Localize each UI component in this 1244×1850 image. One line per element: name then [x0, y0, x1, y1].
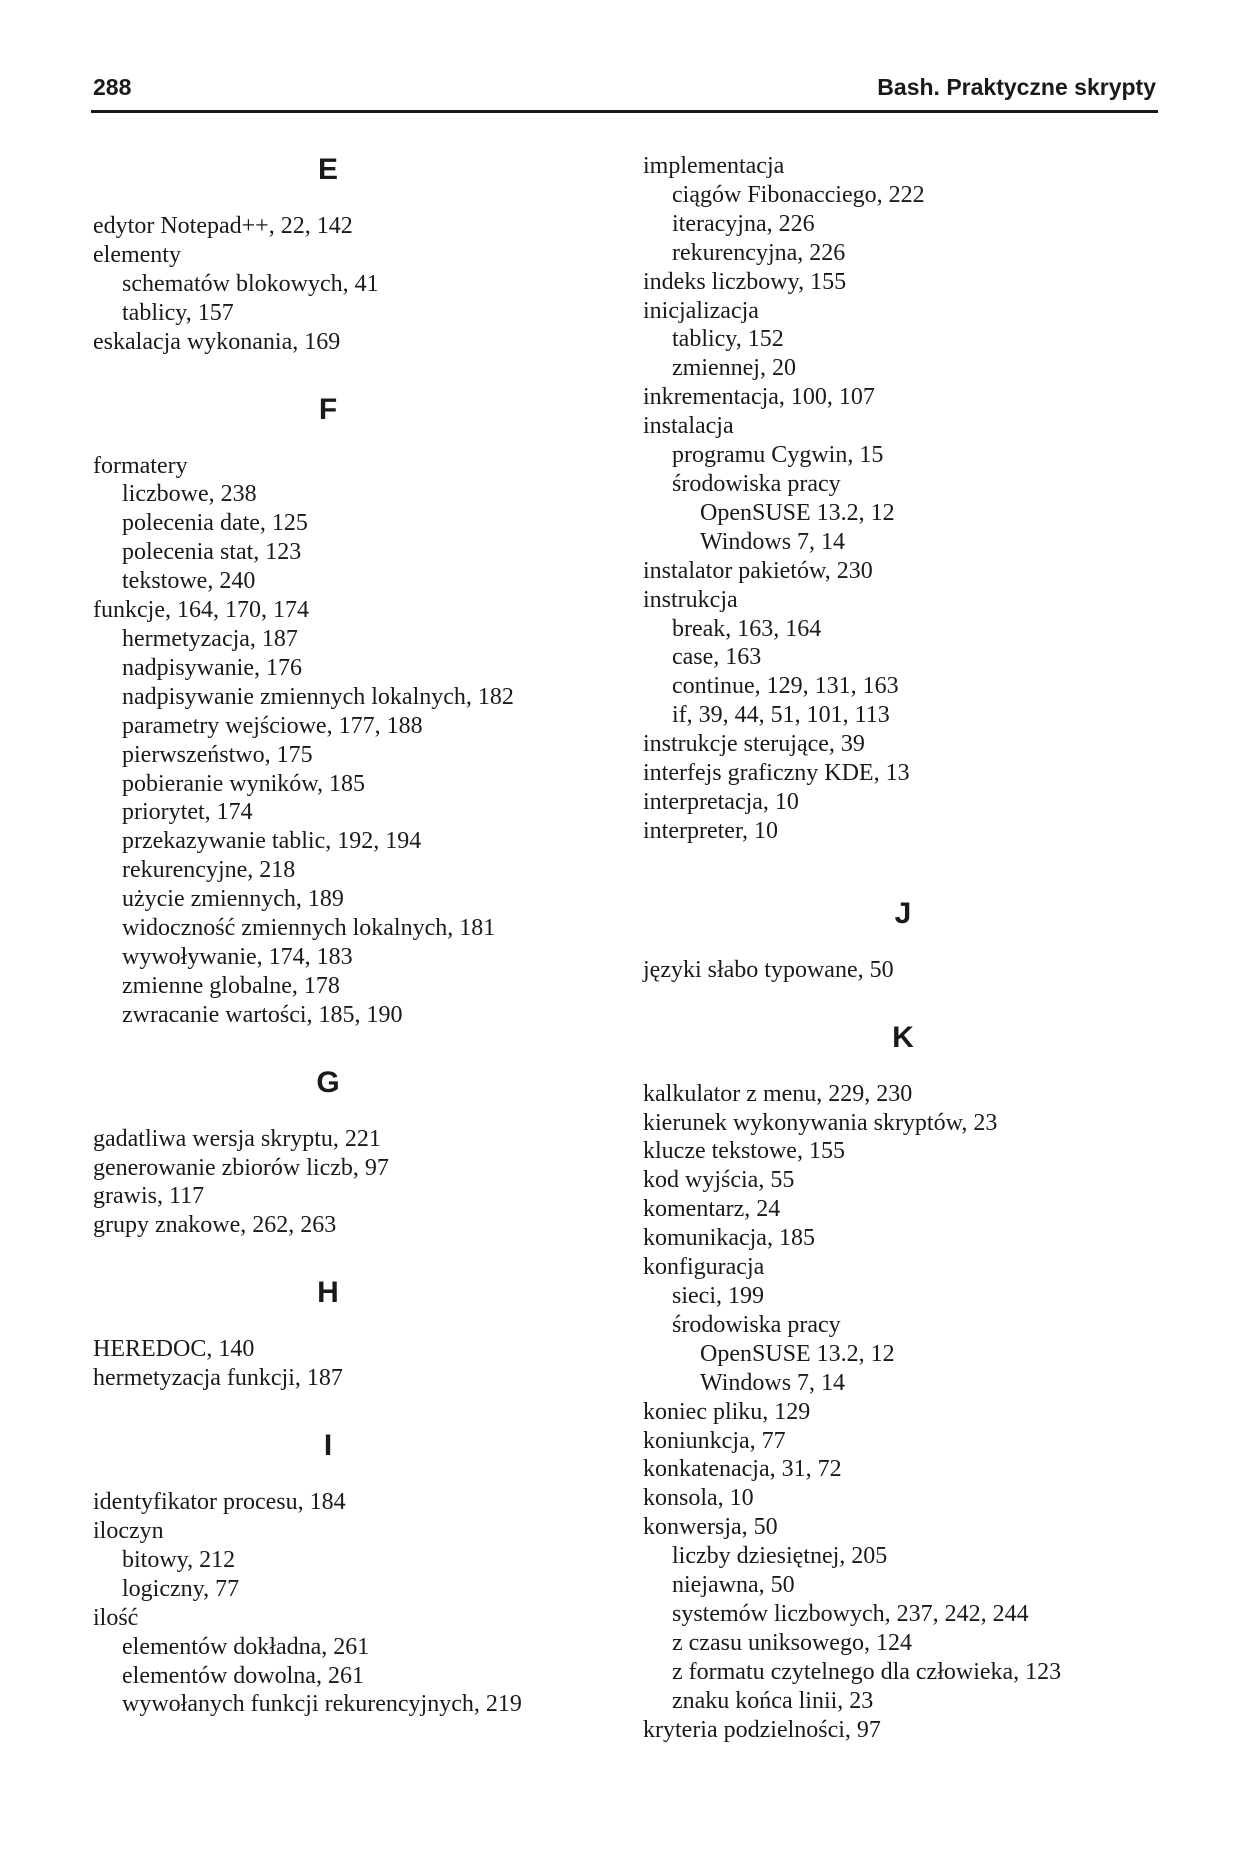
letter-heading: K — [892, 1020, 914, 1054]
index-subentry: sieci, 199 — [672, 1283, 764, 1309]
index-entry: eskalacja wykonania, 169 — [93, 328, 341, 355]
index-subentry: parametry wejściowe, 177, 188 — [122, 712, 423, 739]
index-entry: komunikacja, 185 — [643, 1225, 815, 1252]
index-subentry: ciągów Fibonacciego, 222 — [672, 181, 925, 208]
index-entry: kod wyjścia, 55 — [643, 1167, 795, 1194]
section-spacer — [93, 1030, 563, 1065]
index-entry: identyfikator procesu, 184 — [93, 1489, 346, 1516]
index-entry: języki słabo typowane, 50 — [643, 956, 894, 983]
index-subentry: przekazywanie tablic, 192, 194 — [122, 828, 422, 855]
section-spacer — [643, 1056, 1163, 1080]
index-subentry: użycie zmiennych, 189 — [122, 886, 344, 913]
index-entry: hermetyzacja funkcji, 187 — [93, 1365, 343, 1392]
index-entry: HEREDOC, 140 — [93, 1336, 255, 1363]
index-entry: konfiguracja — [643, 1254, 765, 1281]
index-subentry: niejawna, 50 — [672, 1572, 795, 1599]
letter-heading: E — [317, 153, 338, 186]
index-entry: elementy — [93, 241, 181, 268]
index-subentry: wywoływanie, 174, 183 — [122, 943, 353, 970]
index-entry: konsola, 10 — [643, 1485, 754, 1512]
index-entry: implementacja — [643, 153, 785, 179]
section-spacer — [93, 1240, 563, 1275]
section-spacer — [93, 428, 563, 452]
page-number: 288 — [93, 74, 132, 100]
index-subentry: iteracyjna, 226 — [672, 210, 815, 237]
section-spacer — [643, 846, 1163, 896]
index-entry: grupy znakowe, 262, 263 — [93, 1212, 337, 1239]
index-subentry: Windows 7, 14 — [700, 1369, 846, 1396]
letter-heading: H — [317, 1276, 339, 1310]
index-subentry: logiczny, 77 — [122, 1575, 240, 1602]
index-entry: ilość — [93, 1604, 139, 1631]
index-subentry: wywołanych funkcji rekurencyjnych, 219 — [122, 1691, 522, 1718]
index-entry: klucze tekstowe, 155 — [643, 1138, 845, 1165]
index-subentry: z formatu czytelnego dla człowieka, 123 — [672, 1658, 1062, 1685]
index-subentry: schematów blokowych, 41 — [122, 270, 379, 297]
index-entry: konwersja, 50 — [643, 1514, 778, 1541]
section-spacer — [93, 1101, 563, 1125]
section-spacer — [643, 985, 1163, 1020]
section-spacer — [93, 188, 563, 212]
running-header — [91, 70, 1158, 113]
index-subentry: liczby dziesiętnej, 205 — [672, 1543, 888, 1570]
index-subentry: tekstowe, 240 — [122, 568, 256, 595]
index-subentry: OpenSUSE 13.2, 12 — [700, 1340, 895, 1367]
index-subentry: nadpisywanie zmiennych lokalnych, 182 — [122, 683, 514, 710]
index-entry: indeks liczbowy, 155 — [643, 268, 847, 295]
index-subentry: nadpisywanie, 176 — [122, 654, 302, 681]
index-entry: instalator pakietów, 230 — [643, 557, 873, 584]
index-entry: kryteria podzielności, 97 — [643, 1716, 881, 1743]
index-subentry: pobieranie wyników, 185 — [122, 770, 366, 797]
index-entry: interfejs graficzny KDE, 13 — [643, 760, 910, 787]
index-subentry: pierwszeństwo, 175 — [122, 741, 313, 768]
index-entry: edytor Notepad++, 22, 142 — [93, 213, 353, 239]
section-spacer — [93, 1464, 563, 1488]
index-subentry: widoczność zmiennych lokalnych, 181 — [122, 915, 496, 942]
index-entry: instrukcje sterujące, 39 — [643, 731, 865, 758]
index-subentry: liczbowe, 238 — [122, 481, 257, 508]
letter-heading: F — [318, 392, 338, 426]
index-subentry: środowiska pracy — [672, 1311, 841, 1338]
index-entry: instrukcja — [643, 586, 738, 613]
index-entry: koniunkcja, 77 — [643, 1427, 786, 1454]
index-subentry: systemów liczbowych, 237, 242, 244 — [672, 1600, 1029, 1627]
index-entry: generowanie zbiorów liczb, 97 — [93, 1154, 389, 1181]
index-subentry: break, 163, 164 — [672, 615, 822, 642]
index-subentry: OpenSUSE 13.2, 12 — [700, 499, 895, 526]
index-entry: formatery — [93, 452, 188, 479]
index-subentry: polecenia stat, 123 — [122, 539, 302, 566]
index-entry: instalacja — [643, 413, 734, 440]
section-spacer — [93, 1311, 563, 1335]
index-column-left — [93, 152, 563, 1719]
index-subentry: zmiennej, 20 — [672, 355, 796, 382]
index-subentry: znaku końca linii, 23 — [672, 1687, 874, 1714]
index-subentry: elementów dowolna, 261 — [122, 1662, 364, 1689]
index-subentry: programu Cygwin, 15 — [672, 442, 884, 469]
index-entry: inicjalizacja — [643, 297, 759, 324]
index-entry: grawis, 117 — [93, 1183, 205, 1210]
section-spacer — [643, 932, 1163, 956]
index-entry: koniec pliku, 129 — [643, 1398, 811, 1425]
index-subentry: zwracanie wartości, 185, 190 — [122, 1001, 403, 1028]
index-subentry: Windows 7, 14 — [700, 528, 846, 555]
letter-heading: J — [894, 896, 912, 930]
index-entry: konkatenacja, 31, 72 — [643, 1456, 842, 1483]
index-subentry: środowiska pracy — [672, 470, 841, 497]
index-subentry: tablicy, 152 — [672, 326, 784, 353]
index-subentry: case, 163 — [672, 644, 762, 671]
index-subentry: hermetyzacja, 187 — [122, 625, 298, 652]
section-spacer — [93, 1393, 563, 1428]
index-subentry: priorytet, 174 — [122, 799, 253, 826]
letter-heading: I — [323, 1429, 333, 1463]
index-column-right — [643, 152, 1163, 1745]
index-subentry: z czasu uniksowego, 124 — [672, 1629, 912, 1656]
index-entry: kalkulator z menu, 229, 230 — [643, 1080, 913, 1107]
index-subentry: polecenia date, 125 — [122, 510, 308, 537]
index-subentry: rekurencyjne, 218 — [122, 857, 296, 884]
index-entry: interpretacja, 10 — [643, 788, 799, 815]
index-entry: interpreter, 10 — [643, 817, 778, 844]
index-entry: gadatliwa wersja skryptu, 221 — [93, 1125, 381, 1152]
index-entry: komentarz, 24 — [643, 1196, 781, 1223]
index-entry: kierunek wykonywania skryptów, 23 — [643, 1109, 998, 1136]
section-spacer — [93, 357, 563, 392]
index-entry: funkcje, 164, 170, 174 — [93, 597, 309, 624]
index-entry: iloczyn — [93, 1518, 164, 1544]
index-subentry: continue, 129, 131, 163 — [672, 673, 899, 700]
book-title: Bash. Praktyczne skrypty — [877, 74, 1156, 100]
letter-heading: G — [316, 1065, 340, 1099]
index-subentry: bitowy, 212 — [122, 1546, 236, 1573]
index-subentry: elementów dokładna, 261 — [122, 1633, 370, 1660]
index-subentry: if, 39, 44, 51, 101, 113 — [672, 702, 890, 729]
index-subentry: rekurencyjna, 226 — [672, 239, 846, 266]
index-subentry: tablicy, 157 — [122, 299, 234, 326]
index-entry: inkrementacja, 100, 107 — [643, 384, 875, 411]
index-subentry: zmienne globalne, 178 — [122, 972, 340, 999]
